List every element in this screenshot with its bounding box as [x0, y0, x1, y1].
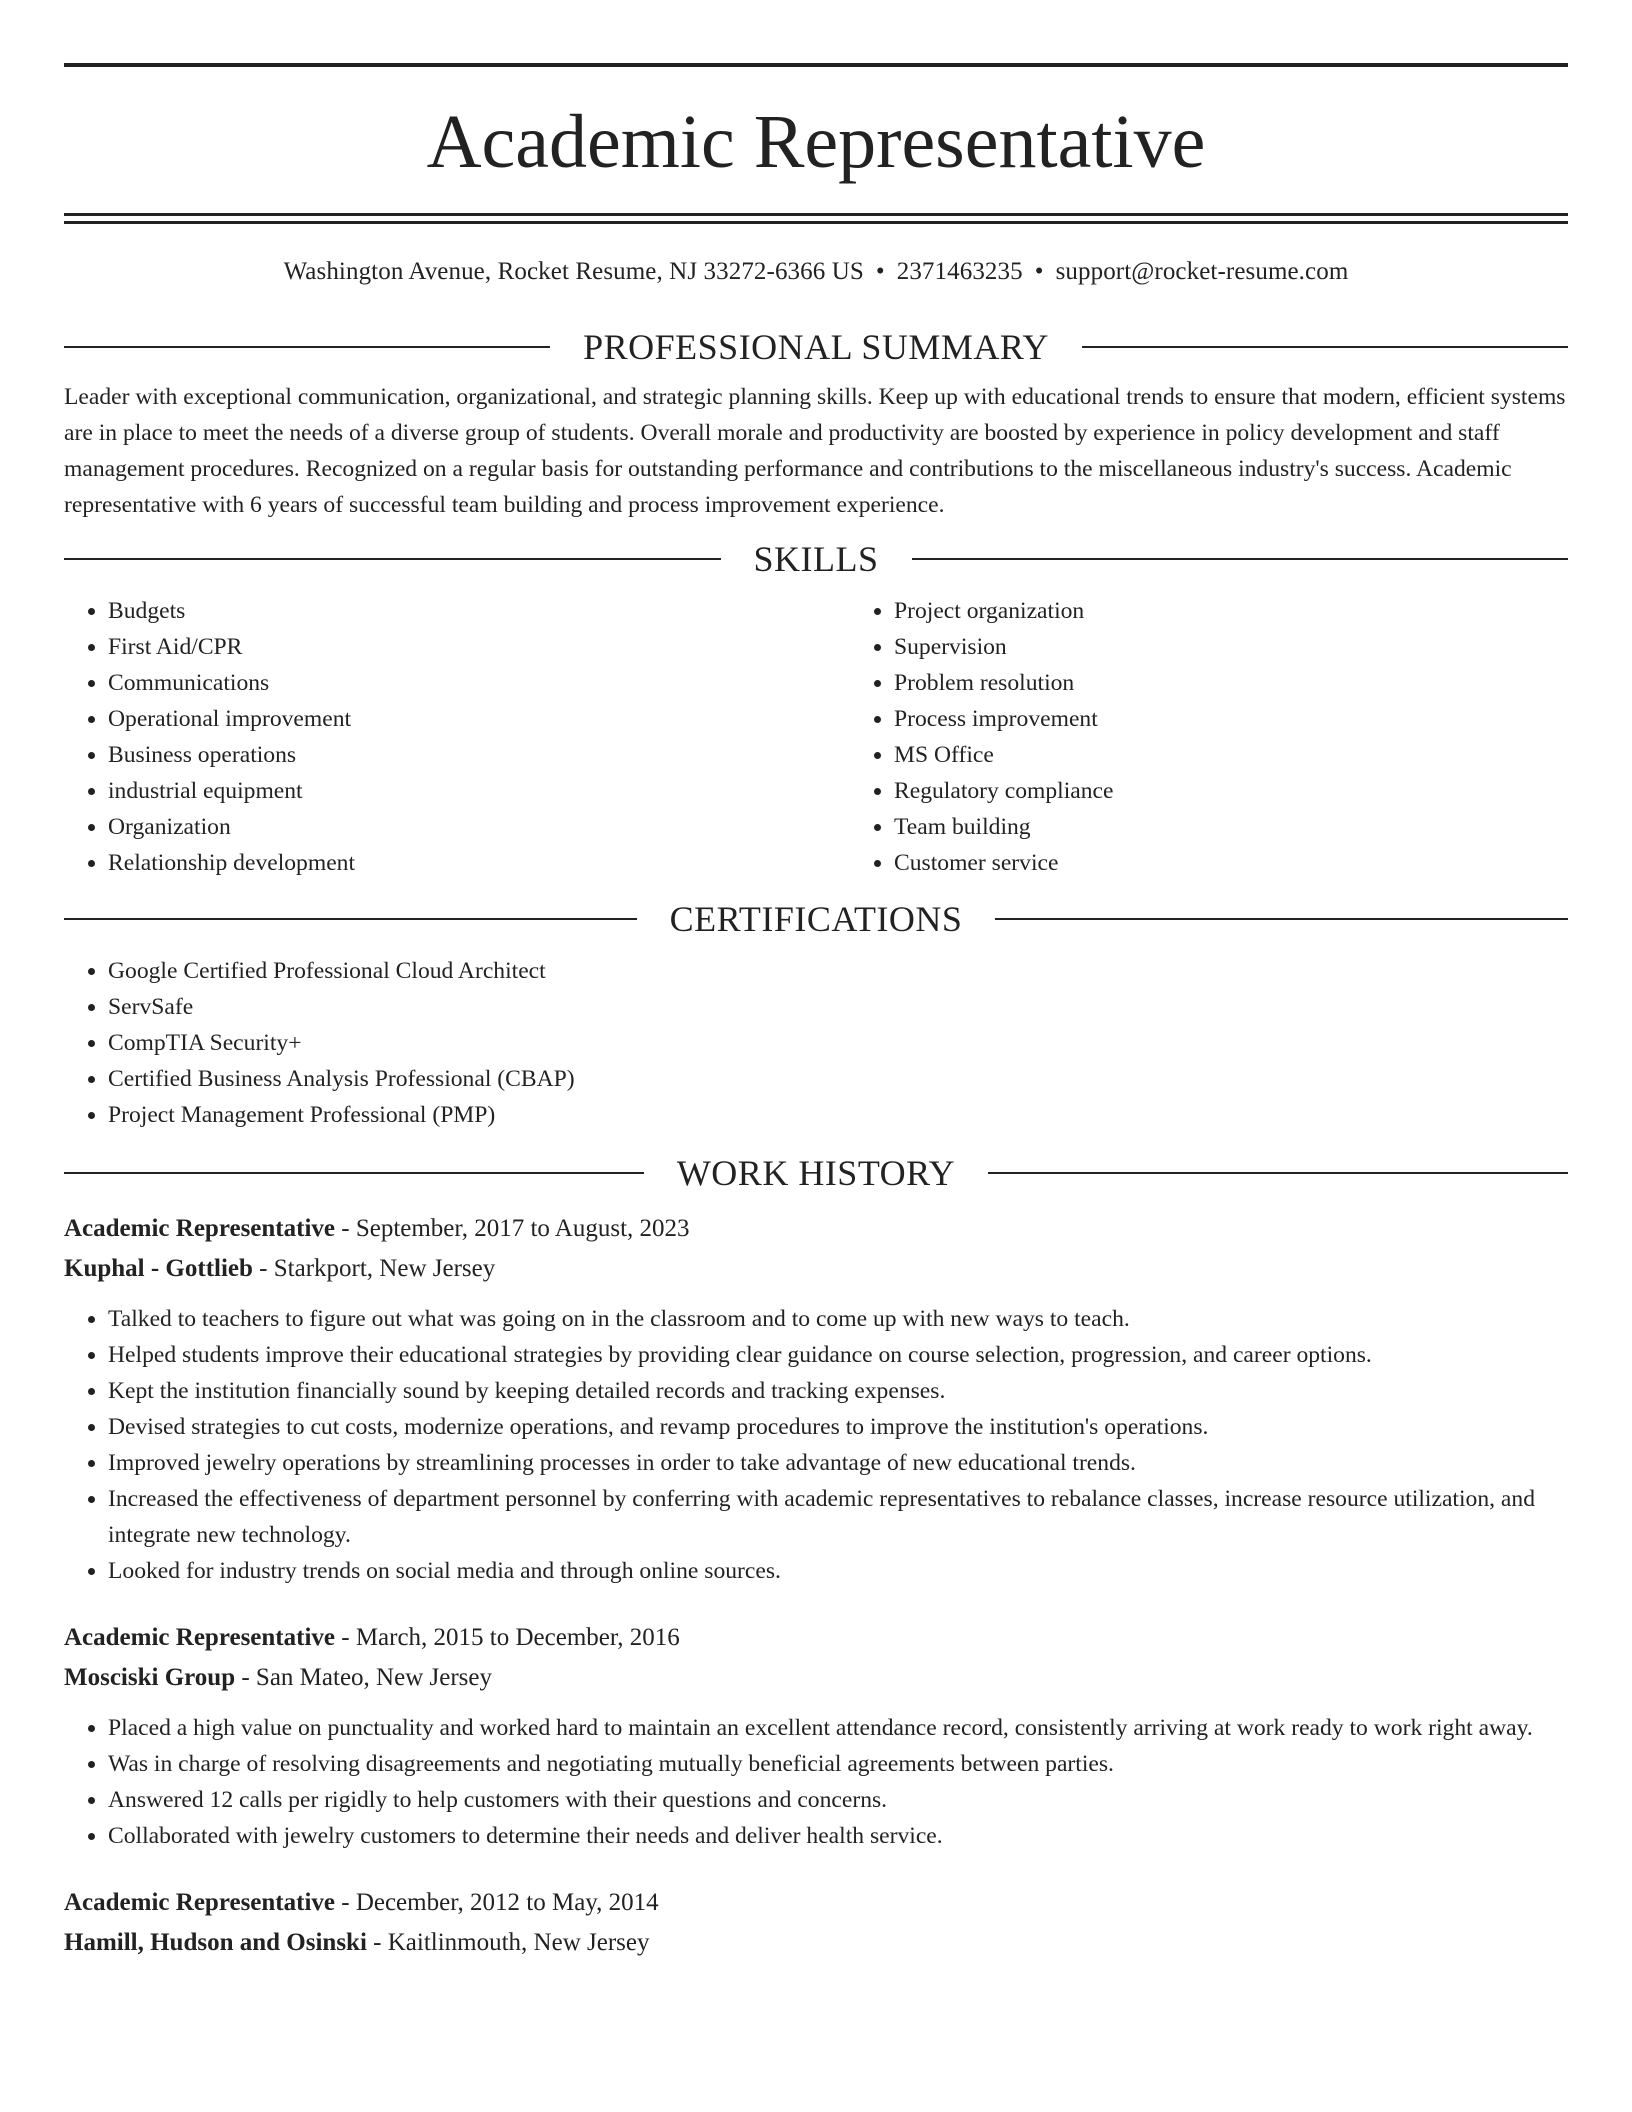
certification-item: • Certified Business Analysis Professional (CBAP) — [108, 1061, 1568, 1097]
job-title-line: Academic Representative - December, 2012 to May, 2014 — [64, 1889, 659, 1916]
skill-item: • Project organization — [894, 593, 1568, 629]
job-title: Academic Representative — [64, 1889, 335, 1916]
job-entry — [64, 1209, 1568, 1589]
job-bullet: • Improved jewelry operations by streamlining processes in order to take advantage of new educational trends. — [108, 1445, 1568, 1481]
contact-address: Washington Avenue, Rocket Resume, NJ 33272-6366 US — [283, 258, 864, 285]
skill-item: • Communications — [108, 665, 850, 701]
skill-item: • Supervision — [894, 629, 1568, 665]
job-bullet: • Increased the effectiveness of department personnel by conferring with academic representatives to rebalance classes, increase resource utilization, and integrate new technology. — [108, 1481, 1568, 1553]
skills-heading — [64, 539, 1568, 579]
job-bullet: • Answered 12 calls per rigidly to help customers with their questions and concerns. — [108, 1782, 1568, 1818]
top-rule — [64, 63, 1568, 67]
job-location: San Mateo, New Jersey — [255, 1664, 492, 1691]
job-dates: September, 2017 to August, 2023 — [355, 1215, 690, 1242]
work-heading — [64, 1153, 1568, 1193]
skills-grid — [64, 593, 1568, 881]
job-location: Kaitlinmouth, New Jersey — [387, 1929, 650, 1956]
heading-rule — [988, 1172, 1568, 1174]
job-dates: December, 2012 to May, 2014 — [355, 1889, 659, 1916]
contact-separator: • — [1034, 258, 1044, 285]
contact-phone: 2371463235 — [896, 258, 1023, 285]
job-title-line: Academic Representative - March, 2015 to December, 2016 — [64, 1624, 680, 1651]
name-double-rule — [64, 213, 1568, 224]
skill-item: • MS Office — [894, 737, 1568, 773]
job-entry — [64, 1618, 1568, 1854]
certification-item: • CompTIA Security+ — [108, 1025, 1568, 1061]
job-company-line: Mosciski Group - San Mateo, New Jersey — [64, 1664, 492, 1691]
job-bullet: • Collaborated with jewelry customers to determine their needs and deliver health service. — [108, 1818, 1568, 1854]
certifications-heading — [64, 899, 1568, 939]
heading-rule — [64, 558, 721, 560]
skill-item: • Team building — [894, 809, 1568, 845]
skill-item: • Problem resolution — [894, 665, 1568, 701]
certification-item: • Google Certified Professional Cloud Architect — [108, 953, 1568, 989]
job-company: Mosciski Group — [64, 1664, 236, 1691]
certification-item: • Project Management Professional (PMP) — [108, 1097, 1568, 1133]
heading-rule — [912, 558, 1569, 560]
resume-page — [64, 63, 1568, 1963]
job-title: Academic Representative — [64, 1215, 335, 1242]
job-bullet: • Placed a high value on punctuality and worked hard to maintain an excellent attendance record, consistently arriving at work ready to work right away. — [108, 1710, 1568, 1746]
contact-email: support@rocket-resume.com — [1055, 258, 1349, 285]
skills-list-right — [850, 593, 1568, 881]
skill-item: • industrial equipment — [108, 773, 850, 809]
job-title: Academic Representative — [64, 1624, 335, 1651]
heading-rule — [64, 1172, 644, 1174]
job-bullet-list — [64, 1710, 1568, 1854]
contact-line — [64, 257, 1568, 287]
job-bullet-list — [64, 1301, 1568, 1589]
contact-separator: • — [875, 258, 885, 285]
skill-item: • Operational improvement — [108, 701, 850, 737]
job-dates: March, 2015 to December, 2016 — [355, 1624, 680, 1651]
job-company-line: Kuphal - Gottlieb - Starkport, New Jersey — [64, 1255, 496, 1282]
skill-item: • Regulatory compliance — [894, 773, 1568, 809]
candidate-name: Academic Representative — [426, 100, 1206, 184]
summary-heading — [64, 327, 1568, 367]
skill-item: • Organization — [108, 809, 850, 845]
heading-rule — [1082, 346, 1568, 348]
job-bullet: • Looked for industry trends on social media and through online sources. — [108, 1553, 1568, 1589]
certifications-list — [64, 953, 1568, 1133]
skill-item: • First Aid/CPR — [108, 629, 850, 665]
certifications-title: CERTIFICATIONS — [669, 899, 963, 939]
job-bullet: • Was in charge of resolving disagreements and negotiating mutually beneficial agreements between parties. — [108, 1746, 1568, 1782]
job-location: Starkport, New Jersey — [273, 1255, 496, 1282]
job-bullet: • Devised strategies to cut costs, modernize operations, and revamp procedures to improve the institution's operations. — [108, 1409, 1568, 1445]
skill-item: • Budgets — [108, 593, 850, 629]
job-bullet: • Kept the institution financially sound by keeping detailed records and tracking expenses. — [108, 1373, 1568, 1409]
skill-item: • Customer service — [894, 845, 1568, 881]
job-entry — [64, 1883, 1568, 1963]
certification-item: • ServSafe — [108, 989, 1568, 1025]
skill-item: • Relationship development — [108, 845, 850, 881]
summary-text: Leader with exceptional communication, organizational, and strategic planning skills. Keep up with educational trends to ensure that modern, efficient systems are in place to meet the needs of a diverse group of students. Overall morale and productivity are boosted by experience in policy development and staff management procedures. Recognized on a regular basis for outstanding performance and contributions to the miscellaneous industry's success. Academic representative with 6 years of successful team building and process improvement experience. — [64, 384, 1566, 518]
job-company: Hamill, Hudson and Osinski — [64, 1929, 367, 1956]
summary-title: PROFESSIONAL SUMMARY — [583, 327, 1049, 367]
work-title: WORK HISTORY — [676, 1153, 956, 1193]
heading-rule — [995, 918, 1568, 920]
skill-item: • Business operations — [108, 737, 850, 773]
heading-rule — [64, 346, 550, 348]
job-title-line: Academic Representative - September, 2017 to August, 2023 — [64, 1215, 690, 1242]
job-bullet: • Talked to teachers to figure out what was going on in the classroom and to come up with new ways to teach. — [108, 1301, 1568, 1337]
job-bullet: • Helped students improve their educational strategies by providing clear guidance on course selection, progression, and career options. — [108, 1337, 1568, 1373]
skills-list-left — [64, 593, 850, 881]
heading-rule — [64, 918, 637, 920]
skill-item: • Process improvement — [894, 701, 1568, 737]
job-company-line: Hamill, Hudson and Osinski - Kaitlinmouth, New Jersey — [64, 1929, 650, 1956]
skills-title: SKILLS — [753, 539, 879, 579]
job-company: Kuphal - Gottlieb — [64, 1255, 253, 1282]
